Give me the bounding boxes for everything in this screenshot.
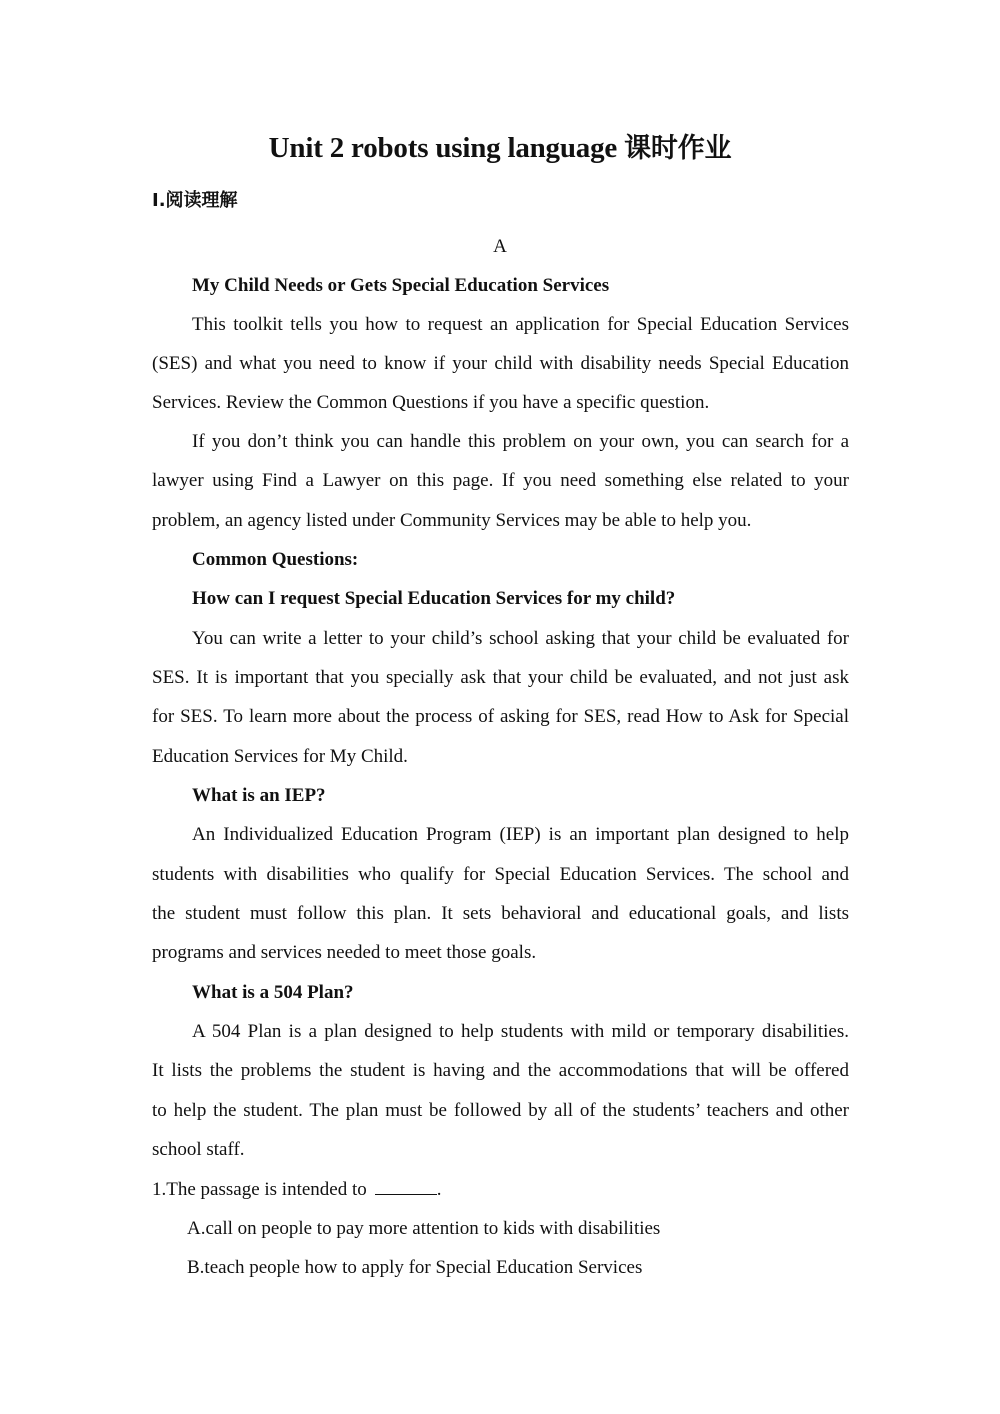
subheading-question: What is an IEP? [192, 785, 326, 806]
passage-heading: My Child Needs or Gets Special Education Services [192, 275, 610, 296]
option-a: A.call on people to pay more attention to kids with disabilities [187, 1218, 661, 1239]
paragraph-line: This toolkit tells you how to request an application for Special Education Services [192, 314, 849, 335]
option-b: B.teach people how to apply for Special Education Services [187, 1257, 643, 1278]
passage-letter: A [493, 236, 507, 257]
page-title [0, 126, 1000, 165]
subheading-question: What is a 504 Plan? [192, 982, 354, 1003]
section-label: Ⅰ.阅读理解 [152, 190, 238, 211]
paragraph-line: school staff. [152, 1139, 245, 1160]
paragraph-line: You can write a letter to your child’s school asking that your child be evaluated for [192, 628, 849, 649]
paragraph-line: A 504 Plan is a plan designed to help students with mild or temporary disabilities. [192, 1021, 849, 1042]
answer-blank [375, 1178, 437, 1195]
paragraph-line: (SES) and what you need to know if your child with disability needs Special Education [152, 353, 849, 374]
paragraph-line: lawyer using Find a Lawyer on this page. If you need something else related to your [152, 470, 849, 491]
paragraph-line: programs and services needed to meet those goals. [152, 942, 537, 963]
paragraph-line: It lists the problems the student is having and the accommodations that will be offered [152, 1060, 849, 1081]
paragraph-line: An Individualized Education Program (IEP) is an important plan designed to help [192, 824, 849, 845]
paragraph-line: Education Services for My Child. [152, 746, 408, 767]
question-end-punct: . [436, 1179, 442, 1200]
paragraph-line: Services. Review the Common Questions if you have a specific question. [152, 392, 710, 413]
paragraph-line: If you don’t think you can handle this problem on your own, you can search for a [192, 431, 849, 452]
question-stem [152, 1178, 849, 1202]
paragraph-line: students with disabilities who qualify for Special Education Services. The school and [152, 864, 849, 885]
subheading-common-questions: Common Questions: [192, 549, 359, 570]
paragraph-line: to help the student. The plan must be followed by all of the students’ teachers and other [152, 1100, 849, 1121]
title-english: Unit 2 robots using language [268, 132, 625, 164]
paragraph-line: problem, an agency listed under Community Services may be able to help you. [152, 510, 752, 531]
paragraph-line: the student must follow this plan. It sets behavioral and educational goals, and lists [152, 903, 849, 924]
question-text: 1.The passage is intended to [152, 1179, 367, 1200]
paragraph-line: for SES. To learn more about the process of asking for SES, read How to Ask for Special [152, 706, 849, 727]
title-chinese: 课时作业 [624, 133, 732, 164]
paragraph-line: SES. It is important that you specially ask that your child be evaluated, and not just ask [152, 667, 849, 688]
subheading-question: How can I request Special Education Services for my child? [192, 588, 676, 609]
